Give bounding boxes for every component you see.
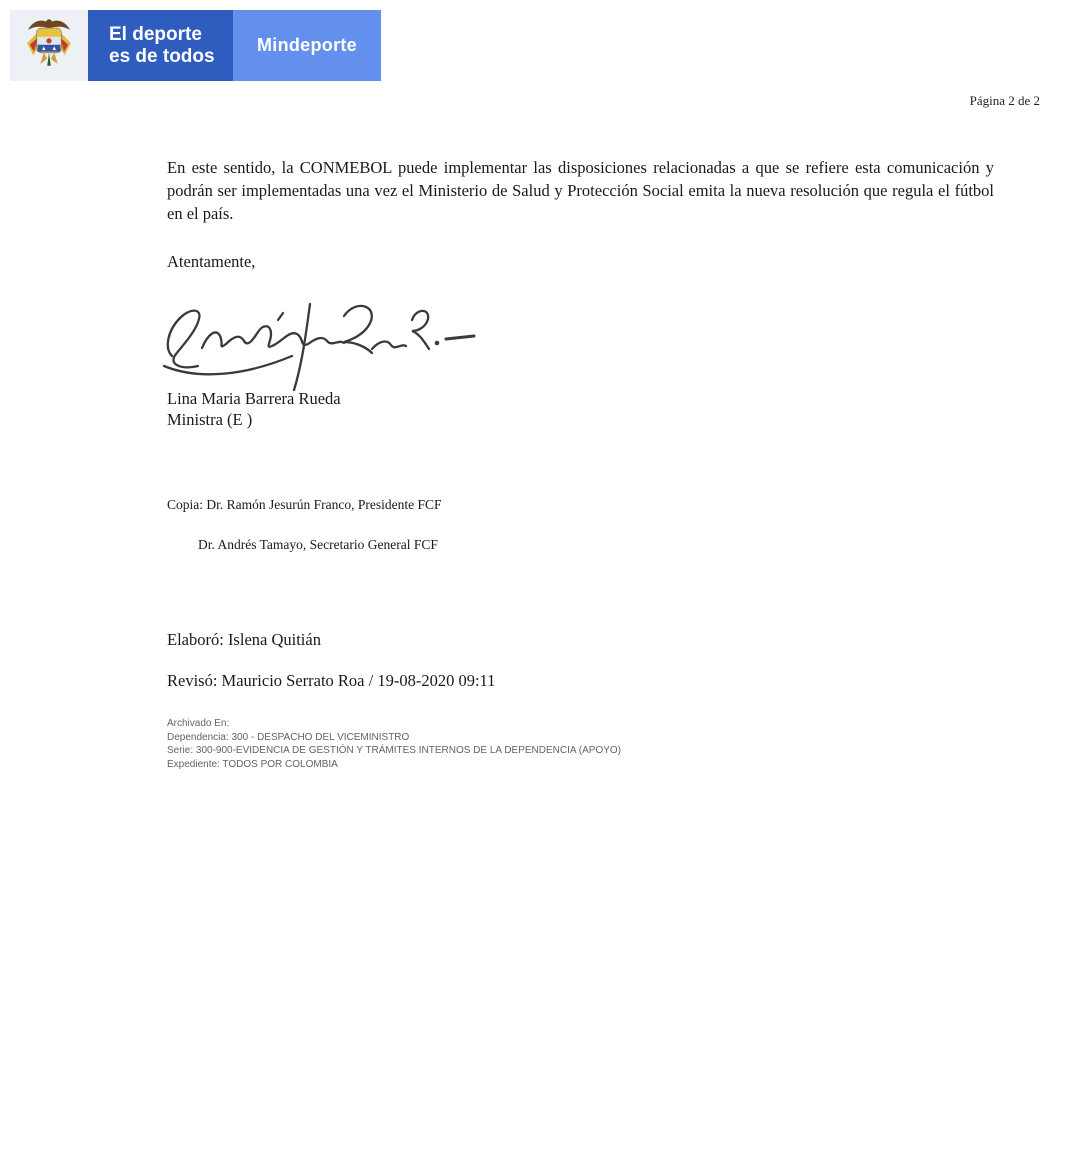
page-indicator: Página 2 de 2 [969,93,1040,108]
copy-recipient-2: Dr. Andrés Tamayo, Secretario General FCF [198,537,438,552]
closing-line: Atentamente, [167,252,256,271]
signer-title: Ministra (E ) [167,410,253,429]
brand-slogan-line1: El deporte [109,23,202,45]
colombia-coat-of-arms-icon [21,15,77,76]
prepared-by-line: Elaboró: Islena Quitián [167,630,321,649]
copy-recipient-1: Copia: Dr. Ramón Jesurún Franco, Presidente FCF [167,497,442,512]
signer-name: Lina Maria Barrera Rueda [167,389,341,408]
reviewed-by-line: Revisó: Mauricio Serrato Roa / 19-08-2020 09:11 [167,671,496,690]
archive-line-3: Serie: 300-900-EVIDENCIA DE GESTIÓN Y TRÁMITES INTERNOS DE LA DEPENDENCIA (APOYO) [167,745,622,756]
ministry-header [10,10,381,81]
archive-block [167,717,621,771]
body-paragraph: En este sentido, la CONMEBOL puede implementar las disposiciones relacionadas a que se refiere esta comunicación y podrán ser implementadas una vez el Ministerio de Salud y Protección Social emita la nueva resolución que regula el fútbol en el país. [167,158,994,223]
archive-line-4: Expediente: TODOS POR COLOMBIA [167,758,338,770]
crest-box [10,10,88,81]
brand-name-label: Mindeporte [257,35,357,55]
brand-slogan-line2: es de todos [109,45,215,67]
brand-name [233,10,381,81]
handwritten-signature [158,286,478,392]
archive-line-1: Archivado En: [167,718,230,729]
archive-line-2: Dependencia: 300 - DESPACHO DEL VICEMINISTRO [167,731,410,743]
brand-slogan [88,10,233,81]
signer-block [167,388,341,430]
